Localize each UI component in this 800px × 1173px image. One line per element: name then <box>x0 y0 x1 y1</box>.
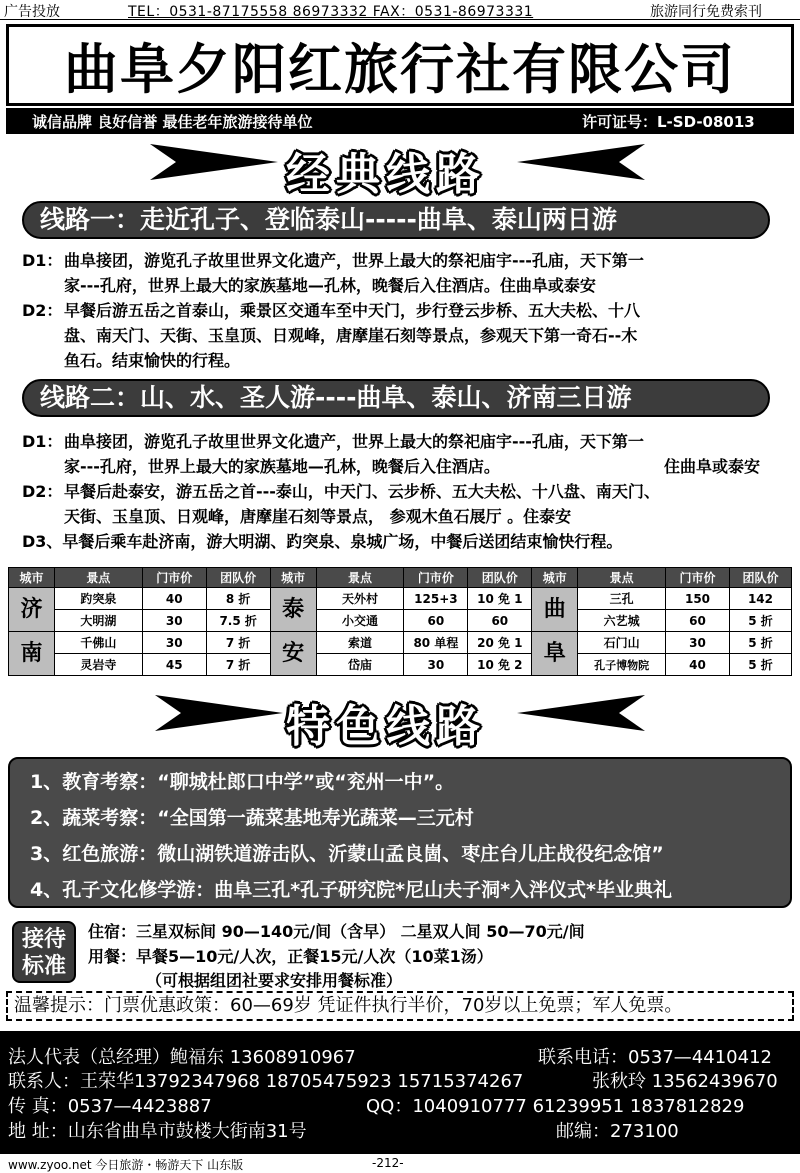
contact-person-2: 张秋玲 13562439670 <box>592 1071 778 1092</box>
free-catalog-label: 旅游同行免费索刊 <box>650 4 762 20</box>
table-row: 灵岩寺 45 7 折 岱庙 30 10 免 2 孔子博物院 40 5 折 <box>9 654 792 676</box>
city-taian-1: 泰 <box>270 588 316 632</box>
fax-number: 传 真：0537—4423887 <box>8 1096 212 1117</box>
city-qufu-2: 阜 <box>532 632 578 676</box>
table-header-row: 城市 景点 门市价 团队价 城市 景点 门市价 团队价 城市 景点 门市价 团队价 <box>9 568 792 588</box>
classic-routes-heading: 经典线路 <box>286 149 486 200</box>
route2-title: 线路二：山、水、圣人游----曲阜、泰山、济南三日游 <box>22 379 770 417</box>
address: 地 址：山东省曲阜市鼓楼大街南31号 <box>8 1121 307 1142</box>
page-number: -212- <box>372 1156 404 1170</box>
contact-phone: 联系电话：0537—4410412 <box>538 1047 772 1068</box>
featured-routes-box <box>8 757 792 908</box>
ad-label: 广告投放 <box>4 4 60 20</box>
warm-tip: 温馨提示：门票优惠政策：60—69岁 凭证件执行半价，70岁以上免票；军人免票。 <box>6 991 794 1021</box>
meal-standard: 用餐：早餐5—10元/人次，正餐15元/人次（10菜1汤） <box>88 947 493 966</box>
tel-fax: TEL：0531-87175558 86973332 FAX：0531-86973331 <box>128 4 534 20</box>
tagline: 诚信品牌 良好信誉 最佳老年旅游接待单位 <box>32 113 313 131</box>
lodging-standard: 住宿：三星双标间 90—140元/间（含早） 二星双人间 50—70元/间 <box>88 922 585 941</box>
meal-note: （可根据组团社要求安排用餐标准） <box>146 971 403 990</box>
left-arrow-icon <box>150 140 280 184</box>
legal-representative: 法人代表（总经理）鲍福东 13608910967 <box>8 1047 356 1068</box>
qq-numbers: QQ：1040910777 61239951 1837812829 <box>366 1096 745 1117</box>
contact-block <box>0 1031 800 1154</box>
right-arrow-icon <box>515 140 645 184</box>
route1-title: 线路一：走近孔子、登临泰山-----曲阜、泰山两日游 <box>22 201 770 239</box>
city-taian-2: 安 <box>270 632 316 676</box>
right-arrow-icon <box>515 691 645 735</box>
license-number: 许可证号：L-SD-08013 <box>582 113 755 131</box>
city-jinan-2: 南 <box>9 632 55 676</box>
price-table <box>8 567 792 676</box>
contact-person: 联系人：王荣华13792347968 18705475923 15715374267 <box>8 1071 524 1092</box>
standard-badge: 接待 标准 <box>12 921 76 983</box>
featured-item: 4、孔子文化修学游：曲阜三孔*孔子研究院*尼山夫子洞*入泮仪式*毕业典礼 <box>30 879 672 901</box>
left-arrow-icon <box>155 691 285 735</box>
table-row: 大明湖 30 7.5 折 小交通 60 60 六艺城 60 5 折 <box>9 610 792 632</box>
top-bar <box>0 0 800 20</box>
company-title: 曲阜夕阳红旅行社有限公司 <box>6 24 794 106</box>
tagline-strip <box>6 108 794 134</box>
table-row: 济 趵突泉 40 8 折 泰 天外村 125+3 10 免 1 曲 三孔 150 142 <box>9 588 792 610</box>
postcode: 邮编：273100 <box>556 1121 679 1142</box>
footer <box>0 1154 800 1172</box>
city-qufu-1: 曲 <box>532 588 578 632</box>
featured-routes-heading: 特色线路 <box>286 701 486 752</box>
footer-site: www.zyoo.net 今日旅游・畅游天下 山东版 <box>8 1158 244 1172</box>
featured-item: 2、蔬菜考察：“全国第一蔬菜基地寿光蔬菜—三元村 <box>30 807 474 829</box>
featured-item: 3、红色旅游：微山湖铁道游击队、沂蒙山孟良崮、枣庄台儿庄战役纪念馆” <box>30 843 664 865</box>
featured-item: 1、教育考察：“聊城杜郎口中学”或“兖州一中”。 <box>30 771 455 793</box>
city-jinan-1: 济 <box>9 588 55 632</box>
table-row: 南 千佛山 30 7 折 安 索道 80 单程 20 免 1 阜 石门山 30 5 折 <box>9 632 792 654</box>
